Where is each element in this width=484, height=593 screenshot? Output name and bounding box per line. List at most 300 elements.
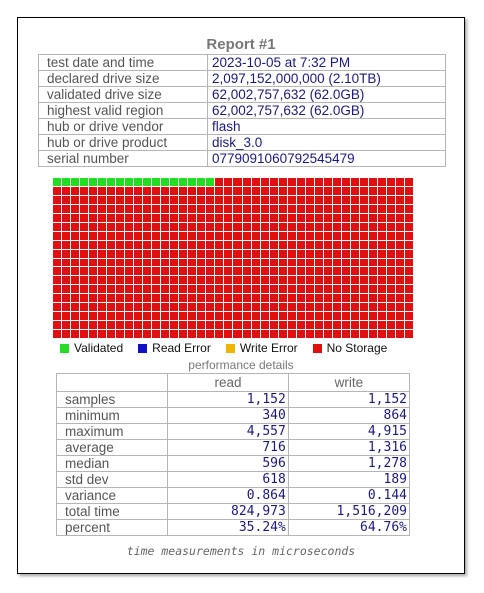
block-no-storage: [197, 330, 205, 338]
block-no-storage: [206, 330, 214, 338]
block-no-storage: [378, 267, 386, 275]
block-no-storage: [297, 214, 305, 222]
info-label: validated drive size: [39, 87, 208, 103]
block-no-storage: [306, 187, 314, 195]
drive-info-table: [38, 54, 446, 167]
block-no-storage: [270, 312, 278, 320]
block-no-storage: [53, 294, 61, 302]
block-no-storage: [71, 232, 79, 240]
block-no-storage: [270, 259, 278, 267]
block-no-storage: [387, 178, 395, 186]
block-no-storage: [306, 321, 314, 329]
block-no-storage: [143, 294, 151, 302]
block-no-storage: [342, 187, 350, 195]
block-no-storage: [206, 205, 214, 213]
block-no-storage: [62, 223, 70, 231]
performance-header-row: [57, 374, 410, 392]
block-no-storage: [360, 223, 368, 231]
block-no-storage: [387, 241, 395, 249]
block-no-storage: [71, 267, 79, 275]
block-no-storage: [396, 223, 404, 231]
info-row: [39, 55, 446, 71]
block-no-storage: [170, 303, 178, 311]
block-no-storage: [143, 321, 151, 329]
block-no-storage: [233, 330, 241, 338]
block-no-storage: [351, 276, 359, 284]
block-no-storage: [378, 214, 386, 222]
block-no-storage: [179, 196, 187, 204]
block-no-storage: [134, 267, 142, 275]
block-no-storage: [98, 276, 106, 284]
block-no-storage: [261, 214, 269, 222]
block-no-storage: [197, 232, 205, 240]
performance-label: total time: [57, 504, 168, 520]
block-no-storage: [116, 285, 124, 293]
performance-label: variance: [57, 488, 168, 504]
block-no-storage: [405, 214, 413, 222]
block-no-storage: [279, 250, 287, 258]
block-no-storage: [98, 250, 106, 258]
block-no-storage: [261, 232, 269, 240]
performance-row: [57, 504, 410, 520]
block-no-storage: [405, 303, 413, 311]
block-no-storage: [89, 294, 97, 302]
block-no-storage: [342, 223, 350, 231]
block-no-storage: [215, 205, 223, 213]
block-no-storage: [315, 178, 323, 186]
block-no-storage: [224, 285, 232, 293]
block-no-storage: [243, 223, 251, 231]
block-no-storage: [342, 267, 350, 275]
block-no-storage: [387, 321, 395, 329]
block-no-storage: [342, 232, 350, 240]
block-no-storage: [161, 267, 169, 275]
block-no-storage: [89, 187, 97, 195]
block-no-storage: [405, 250, 413, 258]
block-no-storage: [243, 250, 251, 258]
block-no-storage: [224, 330, 232, 338]
performance-footnote: time measurements in microseconds: [126, 544, 356, 558]
block-no-storage: [270, 178, 278, 186]
block-no-storage: [161, 223, 169, 231]
block-no-storage: [53, 276, 61, 284]
block-no-storage: [161, 330, 169, 338]
block-no-storage: [252, 303, 260, 311]
block-no-storage: [297, 223, 305, 231]
block-no-storage: [243, 232, 251, 240]
block-no-storage: [179, 214, 187, 222]
info-label: test date and time: [39, 55, 208, 71]
block-no-storage: [297, 259, 305, 267]
block-no-storage: [80, 303, 88, 311]
block-no-storage: [188, 330, 196, 338]
block-no-storage: [53, 223, 61, 231]
block-no-storage: [197, 250, 205, 258]
block-no-storage: [62, 232, 70, 240]
block-no-storage: [215, 321, 223, 329]
block-no-storage: [306, 223, 314, 231]
block-no-storage: [161, 214, 169, 222]
block-no-storage: [107, 259, 115, 267]
block-no-storage: [224, 259, 232, 267]
block-no-storage: [279, 196, 287, 204]
block-no-storage: [116, 259, 124, 267]
block-no-storage: [351, 294, 359, 302]
block-no-storage: [197, 196, 205, 204]
block-no-storage: [188, 312, 196, 320]
block-no-storage: [206, 196, 214, 204]
block-no-storage: [315, 303, 323, 311]
block-no-storage: [252, 214, 260, 222]
block-no-storage: [98, 321, 106, 329]
block-no-storage: [98, 232, 106, 240]
block-no-storage: [53, 196, 61, 204]
block-no-storage: [89, 205, 97, 213]
performance-row: [57, 424, 410, 440]
block-no-storage: [324, 330, 332, 338]
block-no-storage: [107, 241, 115, 249]
performance-write-value: 0.144: [288, 488, 409, 504]
block-no-storage: [197, 241, 205, 249]
block-no-storage: [387, 205, 395, 213]
block-no-storage: [233, 196, 241, 204]
block-no-storage: [288, 285, 296, 293]
block-no-storage: [324, 205, 332, 213]
block-no-storage: [270, 303, 278, 311]
block-no-storage: [224, 321, 232, 329]
block-no-storage: [170, 214, 178, 222]
block-no-storage: [288, 232, 296, 240]
block-no-storage: [116, 294, 124, 302]
block-no-storage: [197, 214, 205, 222]
block-no-storage: [98, 312, 106, 320]
block-no-storage: [62, 196, 70, 204]
header-write: write: [288, 374, 409, 392]
block-no-storage: [252, 223, 260, 231]
block-no-storage: [206, 250, 214, 258]
block-no-storage: [369, 250, 377, 258]
block-no-storage: [80, 214, 88, 222]
block-no-storage: [62, 276, 70, 284]
block-no-storage: [125, 205, 133, 213]
block-no-storage: [80, 312, 88, 320]
block-no-storage: [188, 294, 196, 302]
block-no-storage: [342, 205, 350, 213]
block-no-storage: [270, 267, 278, 275]
performance-label: percent: [57, 520, 168, 536]
block-no-storage: [387, 330, 395, 338]
block-no-storage: [125, 223, 133, 231]
block-no-storage: [288, 250, 296, 258]
block-no-storage: [188, 276, 196, 284]
block-no-storage: [288, 303, 296, 311]
block-no-storage: [315, 321, 323, 329]
block-no-storage: [125, 232, 133, 240]
block-no-storage: [179, 267, 187, 275]
block-no-storage: [161, 321, 169, 329]
block-no-storage: [80, 187, 88, 195]
block-no-storage: [297, 205, 305, 213]
block-no-storage: [170, 276, 178, 284]
block-no-storage: [243, 294, 251, 302]
block-no-storage: [116, 241, 124, 249]
block-validated: [179, 178, 187, 186]
block-no-storage: [270, 285, 278, 293]
block-no-storage: [116, 196, 124, 204]
block-no-storage: [405, 267, 413, 275]
block-no-storage: [360, 241, 368, 249]
block-no-storage: [179, 205, 187, 213]
block-no-storage: [197, 187, 205, 195]
block-no-storage: [270, 205, 278, 213]
block-no-storage: [71, 285, 79, 293]
info-label: serial number: [39, 151, 208, 167]
block-no-storage: [107, 294, 115, 302]
block-no-storage: [62, 267, 70, 275]
info-label: declared drive size: [39, 71, 208, 87]
block-no-storage: [369, 285, 377, 293]
block-no-storage: [315, 232, 323, 240]
legend-swatch: [313, 344, 322, 353]
block-no-storage: [107, 214, 115, 222]
block-no-storage: [53, 267, 61, 275]
block-no-storage: [387, 294, 395, 302]
block-no-storage: [206, 232, 214, 240]
block-no-storage: [89, 312, 97, 320]
performance-read-value: 340: [168, 408, 289, 424]
block-no-storage: [89, 223, 97, 231]
block-no-storage: [71, 294, 79, 302]
info-row: [39, 71, 446, 87]
block-no-storage: [270, 276, 278, 284]
block-no-storage: [71, 241, 79, 249]
block-no-storage: [288, 178, 296, 186]
legend-swatch: [60, 344, 69, 353]
block-no-storage: [261, 250, 269, 258]
block-no-storage: [170, 267, 178, 275]
block-no-storage: [360, 214, 368, 222]
block-no-storage: [243, 276, 251, 284]
performance-read-value: 4,557: [168, 424, 289, 440]
block-no-storage: [315, 214, 323, 222]
block-no-storage: [288, 276, 296, 284]
block-validated: [170, 178, 178, 186]
block-no-storage: [342, 294, 350, 302]
block-no-storage: [396, 312, 404, 320]
block-no-storage: [261, 205, 269, 213]
block-no-storage: [197, 267, 205, 275]
block-no-storage: [143, 285, 151, 293]
block-no-storage: [152, 241, 160, 249]
block-no-storage: [342, 321, 350, 329]
block-no-storage: [333, 223, 341, 231]
block-no-storage: [360, 330, 368, 338]
performance-row: [57, 488, 410, 504]
block-no-storage: [270, 330, 278, 338]
block-no-storage: [297, 267, 305, 275]
block-no-storage: [197, 223, 205, 231]
block-no-storage: [243, 196, 251, 204]
block-no-storage: [98, 223, 106, 231]
block-no-storage: [306, 205, 314, 213]
block-no-storage: [333, 312, 341, 320]
performance-write-value: 64.76%: [288, 520, 409, 536]
block-no-storage: [279, 223, 287, 231]
block-no-storage: [107, 321, 115, 329]
block-no-storage: [125, 214, 133, 222]
block-no-storage: [233, 312, 241, 320]
block-no-storage: [288, 294, 296, 302]
block-no-storage: [387, 232, 395, 240]
block-no-storage: [351, 196, 359, 204]
block-no-storage: [179, 321, 187, 329]
block-no-storage: [71, 259, 79, 267]
block-no-storage: [378, 187, 386, 195]
block-no-storage: [369, 321, 377, 329]
block-no-storage: [206, 214, 214, 222]
block-no-storage: [161, 196, 169, 204]
block-validated: [71, 178, 79, 186]
block-no-storage: [179, 223, 187, 231]
block-no-storage: [134, 196, 142, 204]
block-no-storage: [306, 303, 314, 311]
legend-item: [226, 341, 298, 355]
block-no-storage: [134, 205, 142, 213]
block-no-storage: [378, 223, 386, 231]
block-validated: [89, 178, 97, 186]
block-no-storage: [315, 294, 323, 302]
block-no-storage: [134, 232, 142, 240]
block-no-storage: [170, 330, 178, 338]
block-no-storage: [71, 276, 79, 284]
block-no-storage: [288, 330, 296, 338]
block-no-storage: [252, 321, 260, 329]
block-no-storage: [243, 178, 251, 186]
block-no-storage: [71, 196, 79, 204]
block-no-storage: [224, 196, 232, 204]
block-no-storage: [179, 276, 187, 284]
block-no-storage: [378, 321, 386, 329]
block-no-storage: [116, 267, 124, 275]
block-no-storage: [152, 214, 160, 222]
block-no-storage: [387, 259, 395, 267]
block-no-storage: [297, 250, 305, 258]
block-no-storage: [378, 294, 386, 302]
block-no-storage: [306, 250, 314, 258]
block-no-storage: [279, 205, 287, 213]
performance-read-value: 0.864: [168, 488, 289, 504]
block-no-storage: [351, 232, 359, 240]
block-map-legend: [60, 341, 402, 355]
info-row: [39, 103, 446, 119]
block-no-storage: [233, 241, 241, 249]
block-no-storage: [396, 285, 404, 293]
block-no-storage: [324, 178, 332, 186]
block-no-storage: [261, 312, 269, 320]
block-no-storage: [179, 232, 187, 240]
info-label: hub or drive vendor: [39, 119, 208, 135]
block-no-storage: [297, 303, 305, 311]
block-no-storage: [243, 259, 251, 267]
block-no-storage: [143, 250, 151, 258]
block-no-storage: [233, 205, 241, 213]
block-no-storage: [387, 267, 395, 275]
block-no-storage: [98, 187, 106, 195]
block-no-storage: [197, 276, 205, 284]
legend-item: [138, 341, 211, 355]
block-no-storage: [261, 187, 269, 195]
performance-row: [57, 440, 410, 456]
block-no-storage: [116, 312, 124, 320]
block-no-storage: [80, 205, 88, 213]
block-no-storage: [152, 312, 160, 320]
info-row: [39, 151, 446, 167]
block-no-storage: [396, 276, 404, 284]
block-no-storage: [306, 178, 314, 186]
block-no-storage: [306, 330, 314, 338]
block-no-storage: [116, 321, 124, 329]
block-no-storage: [188, 285, 196, 293]
block-no-storage: [369, 223, 377, 231]
block-no-storage: [89, 196, 97, 204]
block-no-storage: [378, 178, 386, 186]
legend-swatch: [138, 344, 147, 353]
block-no-storage: [215, 259, 223, 267]
block-no-storage: [116, 250, 124, 258]
block-no-storage: [206, 241, 214, 249]
block-no-storage: [80, 232, 88, 240]
block-no-storage: [252, 241, 260, 249]
block-no-storage: [224, 250, 232, 258]
block-no-storage: [62, 303, 70, 311]
block-no-storage: [315, 285, 323, 293]
block-no-storage: [360, 285, 368, 293]
block-no-storage: [233, 267, 241, 275]
block-no-storage: [98, 196, 106, 204]
block-no-storage: [396, 187, 404, 195]
block-no-storage: [378, 330, 386, 338]
block-no-storage: [188, 205, 196, 213]
block-no-storage: [315, 187, 323, 195]
block-no-storage: [306, 267, 314, 275]
block-no-storage: [170, 285, 178, 293]
block-no-storage: [53, 232, 61, 240]
block-no-storage: [224, 312, 232, 320]
block-no-storage: [306, 214, 314, 222]
block-no-storage: [288, 223, 296, 231]
block-no-storage: [342, 276, 350, 284]
block-no-storage: [342, 250, 350, 258]
block-no-storage: [261, 178, 269, 186]
block-no-storage: [261, 267, 269, 275]
block-no-storage: [224, 178, 232, 186]
info-value: flash: [208, 119, 446, 135]
block-no-storage: [324, 232, 332, 240]
block-no-storage: [107, 276, 115, 284]
block-no-storage: [170, 223, 178, 231]
legend-label: Write Error: [239, 341, 298, 355]
block-no-storage: [351, 214, 359, 222]
performance-write-value: 1,316: [288, 440, 409, 456]
block-no-storage: [206, 312, 214, 320]
block-no-storage: [125, 285, 133, 293]
block-no-storage: [224, 223, 232, 231]
block-no-storage: [161, 303, 169, 311]
block-no-storage: [369, 178, 377, 186]
block-no-storage: [297, 178, 305, 186]
block-no-storage: [89, 321, 97, 329]
block-no-storage: [297, 321, 305, 329]
